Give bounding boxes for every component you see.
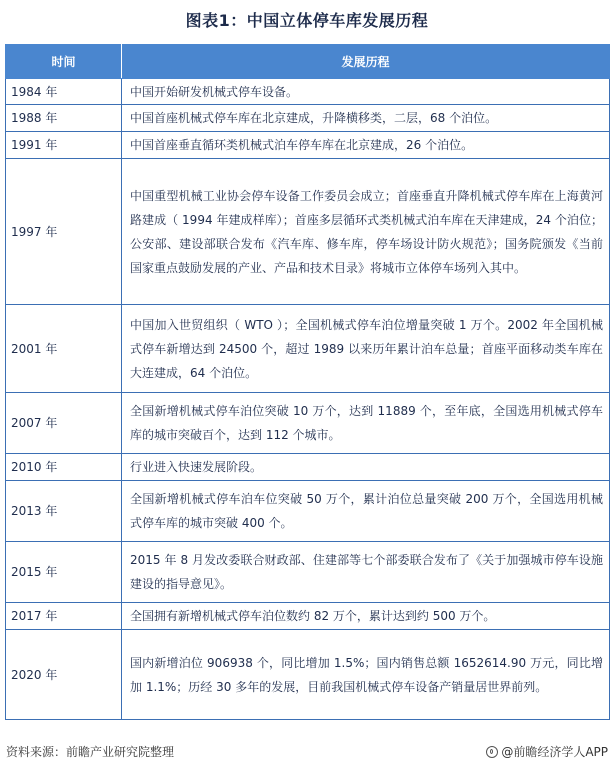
brand-credit (486, 743, 608, 760)
table-row (6, 481, 610, 542)
table-row (6, 603, 610, 630)
row-event: 全国新增机械式停车泊车位突破 50 万个，累计泊位总量突破 200 万个，全国选用机械式停车库的城市突破 400 个。 (122, 481, 610, 542)
table-body (6, 79, 610, 720)
table-row (6, 393, 610, 454)
table-row (6, 132, 610, 159)
brand-text: @前瞻经济学人APP (501, 745, 608, 759)
table-row (6, 79, 610, 105)
header-history: 发展历程 (122, 45, 610, 79)
brand-logo-icon (486, 746, 498, 758)
row-year: 2007 年 (6, 393, 122, 454)
row-year: 1997 年 (6, 159, 122, 305)
table-row (6, 105, 610, 132)
row-event: 中国首座垂直循环类机械式泊车停车库在北京建成，26 个泊位。 (122, 132, 610, 159)
table-row (6, 542, 610, 603)
row-event: 国内新增泊位 906938 个，同比增加 1.5%；国内销售总额 1652614.90 万元，同比增加 1.1%；历经 30 多年的发展，目前我国机械式停车设备产销量居世界前列。 (122, 630, 610, 720)
source-note: 资料来源：前瞻产业研究院整理 (6, 745, 175, 759)
figure-title: 图表1：中国立体停车库发展历程 (185, 11, 429, 30)
row-year: 2020 年 (6, 630, 122, 720)
row-event: 行业进入快速发展阶段。 (122, 454, 610, 481)
table-row (6, 454, 610, 481)
row-event: 中国首座机械式停车库在北京建成，升降横移类，二层，68 个泊位。 (122, 105, 610, 132)
row-event: 中国开始研发机械式停车设备。 (122, 79, 610, 105)
table-row (6, 305, 610, 393)
table-row (6, 630, 610, 720)
row-event: 中国重型机械工业协会停车设备工作委员会成立；首座垂直升降机械式停车库在上海黄河路建成（ 1994 年建成样库）；首座多层循环式类机械式泊车库在天津建成，24 个泊位；公安部、建设部联合发布《汽车库、修车库，停车场设计防火规范》；国务院颁发《当前国家重点鼓励发展的产业、产品和技术目录》将城市立体停车场列入其中。 (122, 159, 610, 305)
row-event: 全国新增机械式停车泊位突破 10 万个，达到 11889 个，至年底，全国选用机械式停车库的城市突破百个，达到 112 个城市。 (122, 393, 610, 454)
row-event: 中国加入世贸组织（ WTO ）；全国机械式停车泊位增量突破 1 万个。2002 年全国机械式停车新增达到 24500 个，超过 1989 以来历年累计泊车总量；首座平面移动类车库在大连建成，64 个泊位。 (122, 305, 610, 393)
row-year: 1991 年 (6, 132, 122, 159)
row-event: 全国拥有新增机械式停车泊位数约 82 万个，累计达到约 500 万个。 (122, 603, 610, 630)
row-year: 2015 年 (6, 542, 122, 603)
row-event: 2015 年 8 月发改委联合财政部、住建部等七个部委联合发布了《关于加强城市停车设施建设的指导意见》。 (122, 542, 610, 603)
row-year: 2010 年 (6, 454, 122, 481)
row-year: 2017 年 (6, 603, 122, 630)
row-year: 2013 年 (6, 481, 122, 542)
table-header-row (6, 45, 610, 79)
history-table (5, 44, 610, 720)
header-time: 时间 (6, 45, 122, 79)
row-year: 1988 年 (6, 105, 122, 132)
row-year: 1984 年 (6, 79, 122, 105)
footer (0, 743, 614, 761)
row-year: 2001 年 (6, 305, 122, 393)
table-row (6, 159, 610, 305)
